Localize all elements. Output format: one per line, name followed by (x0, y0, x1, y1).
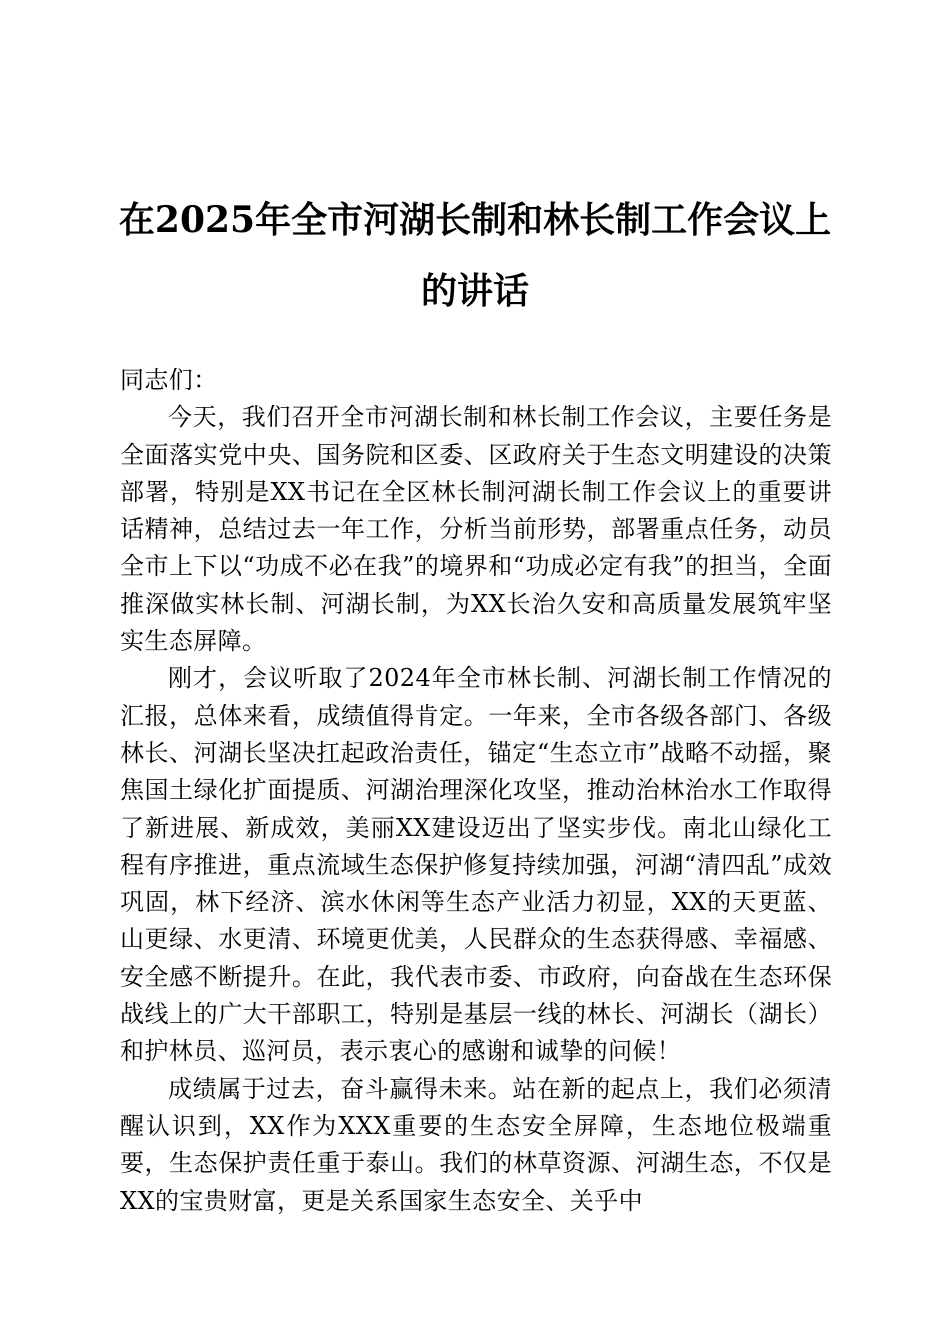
salutation: 同志们： (120, 366, 218, 394)
paragraph-1: 今天，我们召开全市河湖长制和林长制工作会议，主要任务是全面落实党中央、国务院和区委、区政府关于生态文明建设的决策部署，特别是XX书记在全区林长制河湖长制工作会议上的重要讲话精神，总结过去一年工作，分析当前形势，部署重点任务，动员全市上下以“功成不必在我”的境界和“功成必定有我”的担当，全面推深做实林长制、河湖长制，为XX长治久安和高质量发展筑牢坚实生态屏障。 (120, 403, 832, 656)
document-body (120, 362, 832, 1220)
document-title-line-2: 的讲话 (420, 270, 529, 312)
paragraph-2: 刚才，会议听取了2024年全市林长制、河湖长制工作情况的汇报，总体来看，成绩值得肯定。一年来，全市各级各部门、各级林长、河湖长坚决扛起政治责任，锚定“生态立市”战略不动摇，聚焦国土绿化扩面提质、河湖治理深化攻坚，推动治林治水工作取得了新进展、新成效，美丽XX建设迈出了坚实步伐。南北山绿化工程有序推进，重点流域生态保护修复持续加强，河湖“清四乱”成效巩固，林下经济、滨水休闲等生态产业活力初显，XX的天更蓝、山更绿、水更清、环境更优美，人民群众的生态获得感、幸福感、安全感不断提升。在此，我代表市委、市政府，向奋战在生态环保战线上的广大干部职工，特别是基层一线的林长、河湖长（湖长）和护林员、巡河员，表示衷心的感谢和诚挚的问候！ (120, 664, 832, 1066)
document-title-line-1: 在2025年全市河湖长制和林长制工作会议上 (118, 199, 832, 241)
paragraph-3: 成绩属于过去，奋斗赢得未来。站在新的起点上，我们必须清醒认识到，XX作为XXX重要的生态安全屏障，生态地位极端重要，生态保护责任重于泰山。我们的林草资源、河湖生态，不仅是XX的宝贵财富，更是关系国家生态安全、关乎中 (120, 1074, 832, 1215)
